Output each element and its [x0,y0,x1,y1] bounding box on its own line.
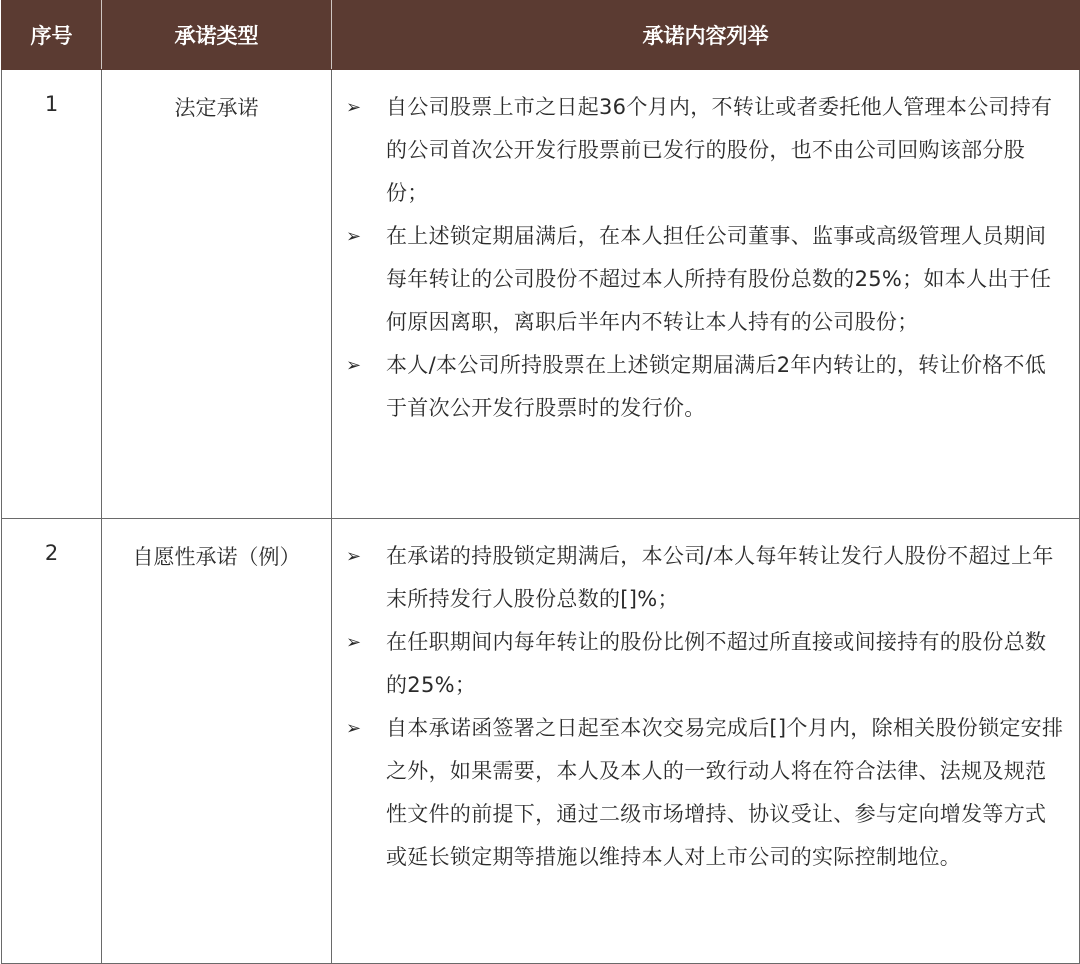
row-index: 2 [2,519,102,964]
row-index: 1 [2,70,102,519]
commitment-list [344,535,1067,879]
list-item-text: 在任职期间内每年转让的股份比例不超过所直接或间接持有的股份总数的25%； [386,630,1047,697]
list-item [344,707,1067,879]
arrow-bullet-icon: ➢ [346,718,362,739]
list-item-text: 在上述锁定期届满后，在本人担任公司董事、监事或高级管理人员期间每年转让的公司股份不超过本人所持有股份总数的25%；如本人出于任何原因离职，离职后半年内不转让本人持有的公司股份； [386,224,1052,334]
list-item-text: 本人/本公司所持股票在上述锁定期届满后2年内转让的，转让价格不低于首次公开发行股票时的发行价。 [386,353,1047,420]
arrow-bullet-icon: ➢ [346,632,362,653]
list-item-text: 自本承诺函签署之日起至本次交易完成后[]个月内，除相关股份锁定安排之外，如果需要，本人及本人的一致行动人将在符合法律、法规及规范性文件的前提下，通过二级市场增持、协议受让、参与定向增发等方式或延长锁定期等措施以维持本人对上市公司的实际控制地位。 [386,716,1064,869]
arrow-bullet-icon: ➢ [346,546,362,567]
list-item-text: 自公司股票上市之日起36个月内，不转让或者委托他人管理本公司持有的公司首次公开发行股票前已发行的股份，也不由公司回购该部分股份； [386,95,1053,205]
header-content: 承诺内容列举 [332,1,1080,70]
commitment-list [344,86,1067,430]
row-type: 法定承诺 [102,70,332,519]
list-item [344,344,1067,430]
row-content [332,519,1080,964]
table-header-row [2,1,1080,70]
commitment-table [1,0,1080,964]
list-item [344,621,1067,707]
arrow-bullet-icon: ➢ [346,97,362,118]
header-index: 序号 [2,1,102,70]
list-item-text: 在承诺的持股锁定期满后，本公司/本人每年转让发行人股份不超过上年末所持发行人股份总数的[]%； [386,544,1054,611]
list-item [344,535,1067,621]
table-row [2,519,1080,964]
row-type: 自愿性承诺（例） [102,519,332,964]
arrow-bullet-icon: ➢ [346,226,362,247]
header-type: 承诺类型 [102,1,332,70]
list-item [344,215,1067,344]
list-item [344,86,1067,215]
table-row [2,70,1080,519]
row-content [332,70,1080,519]
arrow-bullet-icon: ➢ [346,355,362,376]
